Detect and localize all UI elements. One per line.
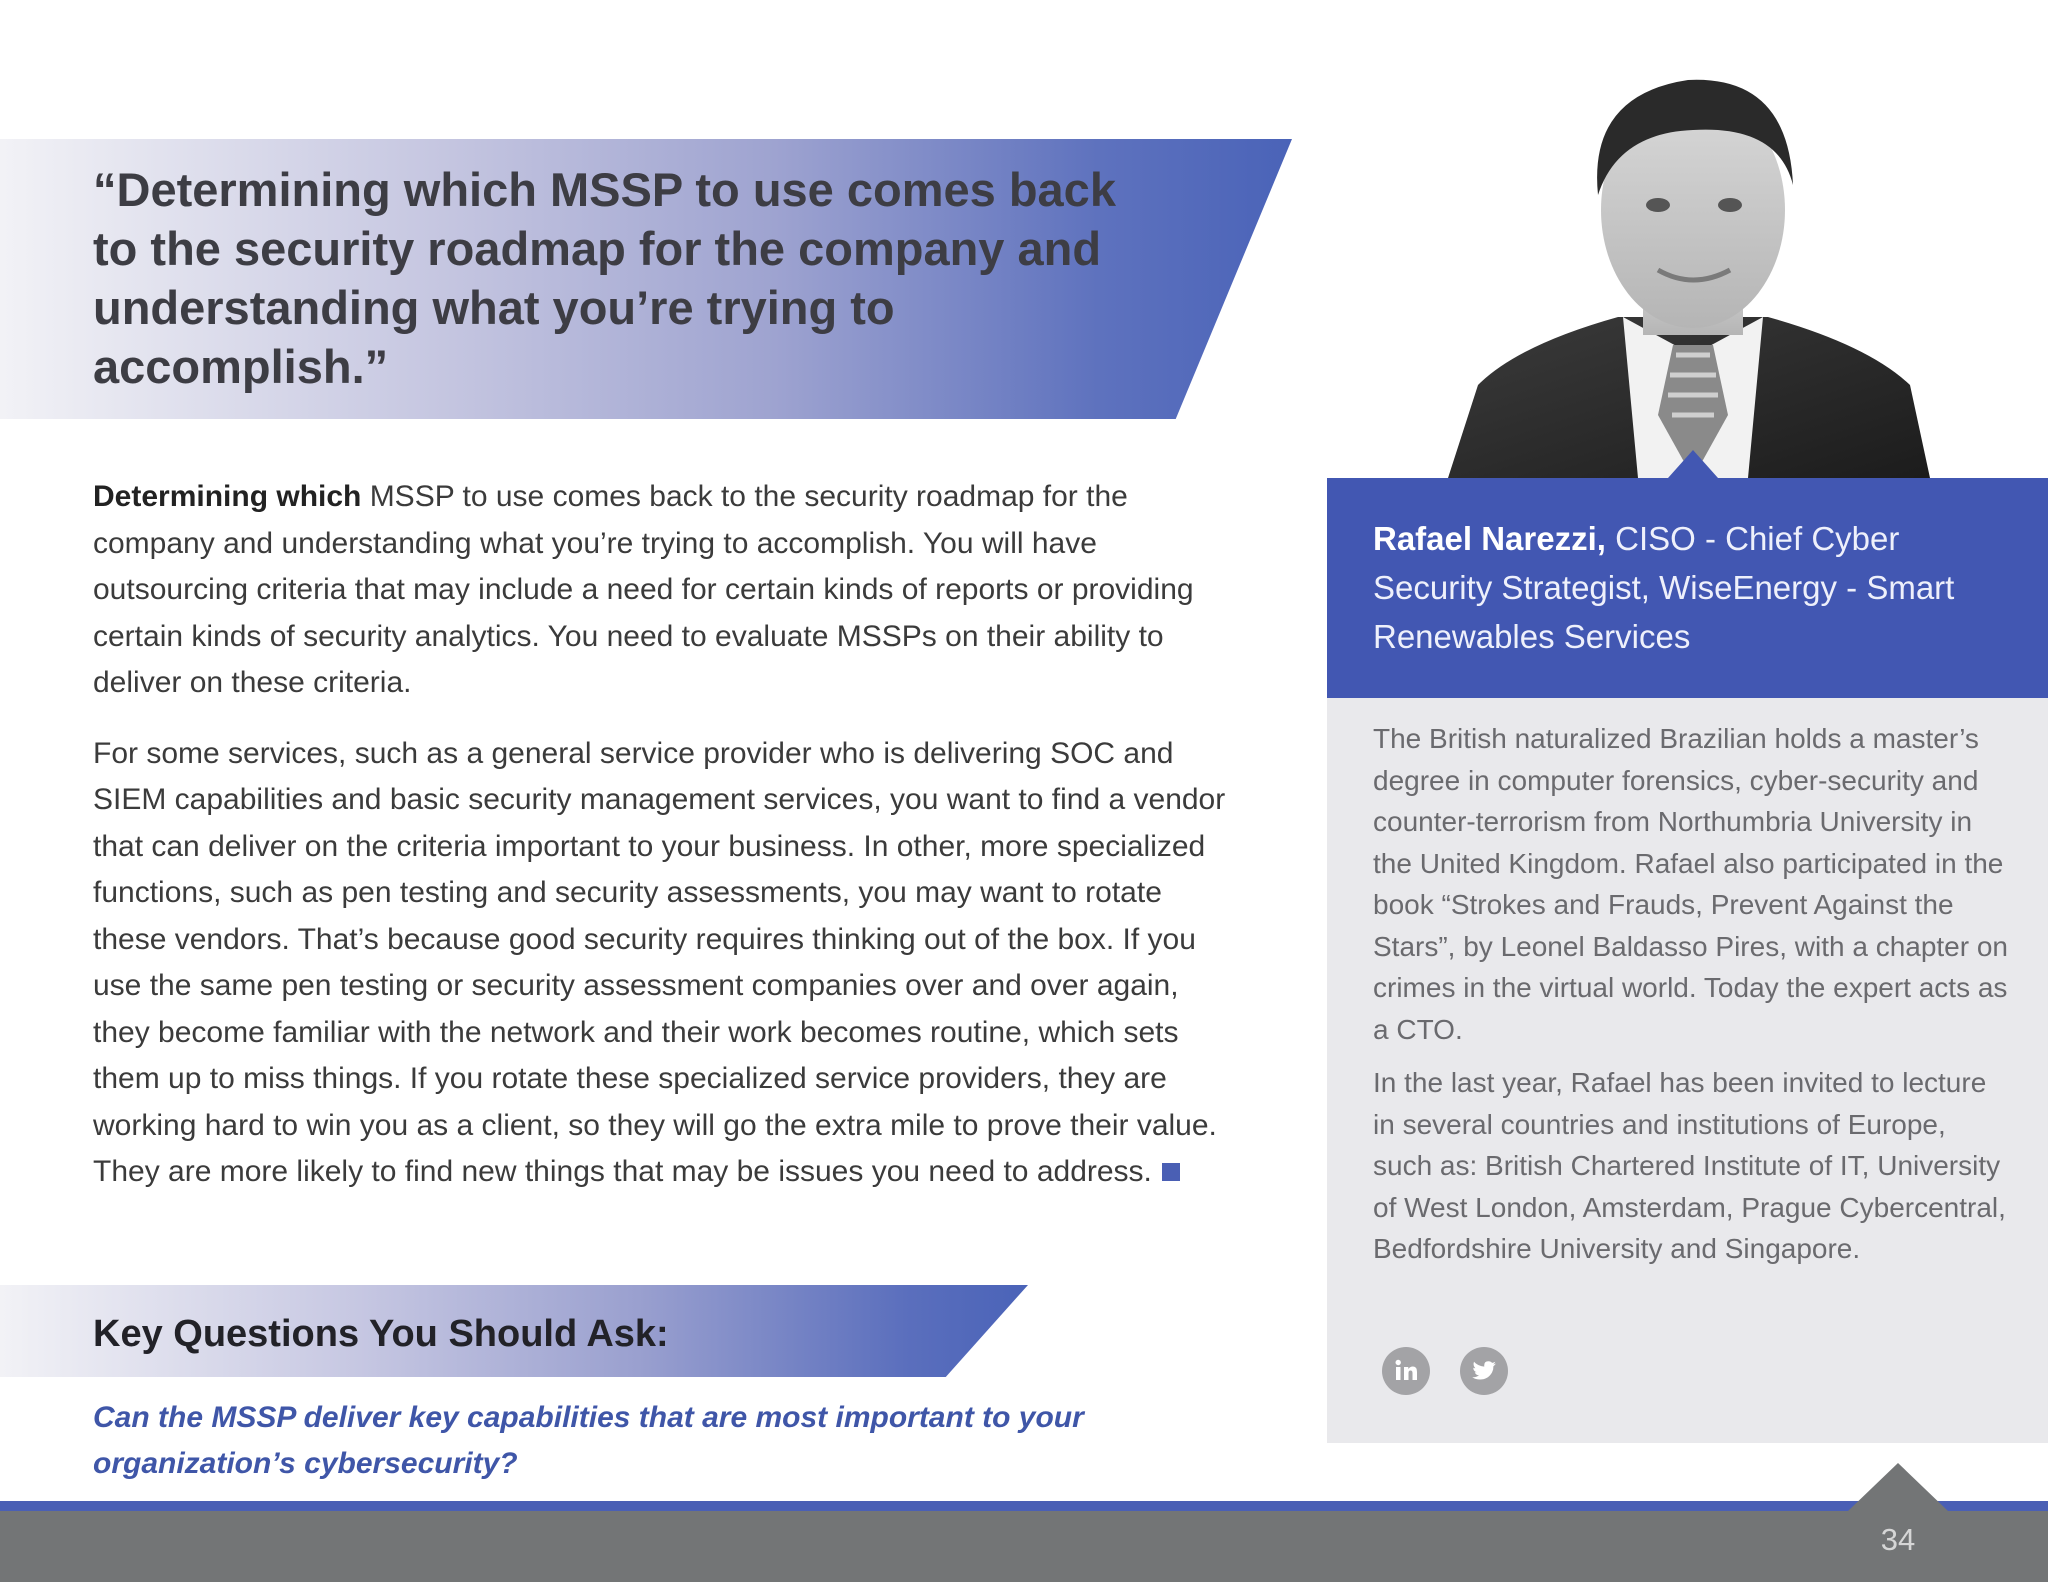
footer-accent-line: [0, 1501, 2048, 1511]
profile-photo: [1448, 55, 1938, 478]
article-paragraph-2: [93, 731, 1243, 1196]
footer-tab: [1848, 1463, 1948, 1511]
linkedin-icon[interactable]: [1382, 1347, 1430, 1395]
bio-paragraph-1: The British naturalized Brazilian holds a master’s degree in computer forensics, cyber-security and counter-terrorism from Northumbria University in the United Kingdom. Rafael also participated in the book “Strokes and Frauds, Prevent Against the Stars”, by Leonel Baldasso Pires, with a chapter on crimes in the virtual world. Today the expert acts as a CTO.: [1373, 723, 2009, 1045]
article-body: [93, 474, 1243, 1220]
key-questions-title: Key Questions You Should Ask:: [93, 1313, 669, 1355]
lead-in: Determining which: [93, 480, 362, 513]
end-of-article-mark: [1162, 1163, 1180, 1181]
footer-bar: [0, 1511, 2048, 1582]
profile-name: Rafael Narezzi,: [1373, 520, 1606, 557]
paragraph-1-text: MSSP to use comes back to the security roadmap for the company and understanding what you’re trying to accomplish. You will have outsourcing criteria that may include a need for certain kinds of reports or providing certain kinds of security analytics. You need to evaluate MSSPs on their ability to deliver on these criteria.: [93, 480, 1194, 699]
article-paragraph-1: [93, 474, 1243, 707]
key-question: Can the MSSP deliver key capabilities that are most important to your organization’s cybersecurity?: [93, 1401, 1084, 1480]
profile-title: CISO - Chief Cyber Security Strategist, WiseEnergy - Smart Renewables Services: [1373, 520, 1955, 655]
profile-name-card: [1327, 478, 2048, 698]
bio-paragraph-2: In the last year, Rafael has been invited to lecture in several countries and institutions of Europe, such as: British Chartered Institute of IT, University of West London, Amsterdam, Prague Cybercentral, Bedfordshire University and Singapore.: [1373, 1067, 2006, 1264]
pull-quote: “Determining which MSSP to use comes back to the security roadmap for the company and understanding what you’re trying to accomplish.”: [93, 163, 1116, 393]
page-number: 34: [1880, 1522, 1916, 1557]
twitter-icon[interactable]: [1460, 1347, 1508, 1395]
paragraph-2-text: For some services, such as a general service provider who is delivering SOC and SIEM capabilities and basic security management services, you want to find a vendor that can deliver on the criteria important to your business. In other, more specialized functions, such as pen testing and security assessments, you may want to rotate these vendors. That’s because good security requires thinking out of the box. If you use the same pen testing or security assessment companies over and over again, they become familiar with the network and their work becomes routine, which sets them up to miss things. If you rotate these specialized service providers, they are working hard to win you as a client, so they will go the extra mile to prove their value. They are more likely to find new things that may be issues you need to address.: [93, 736, 1226, 1188]
profile-bio: [1327, 698, 2048, 1443]
